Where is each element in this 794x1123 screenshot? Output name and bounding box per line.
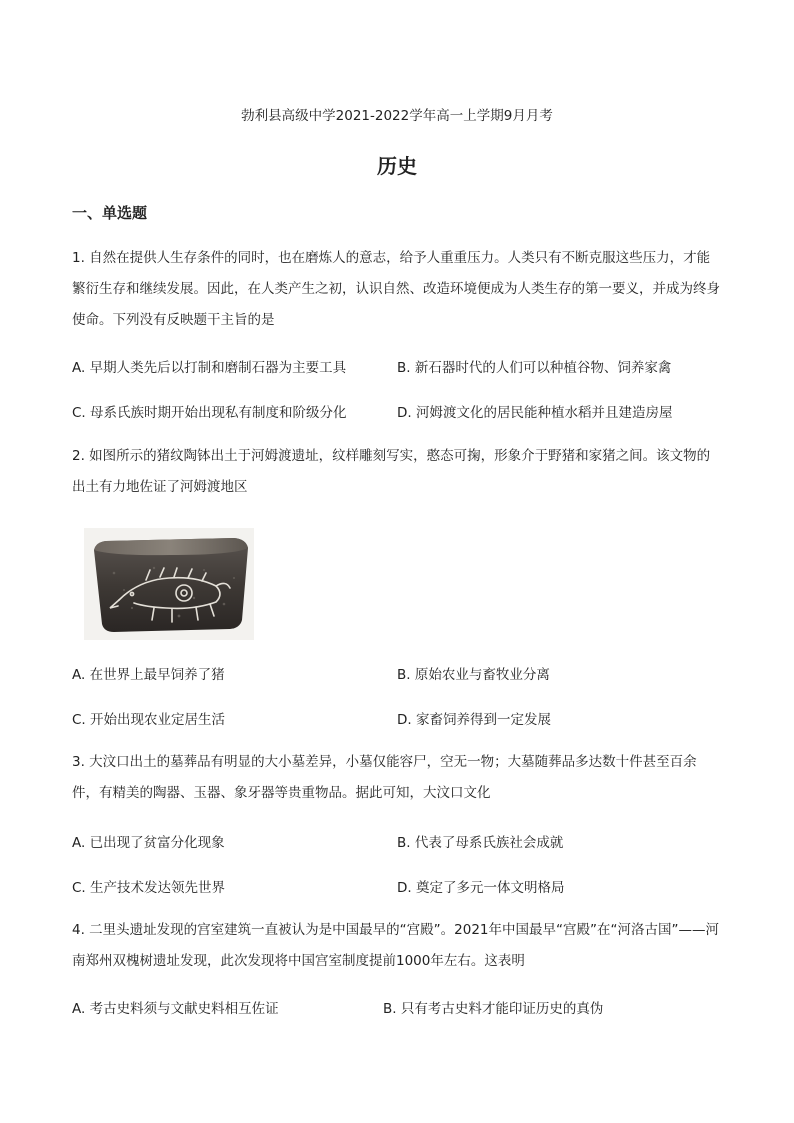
question-1-option-d[interactable]: D. 河姆渡文化的居民能种植水稻并且建造房屋 xyxy=(397,405,673,421)
question-3-option-d[interactable]: D. 奠定了多元一体文明格局 xyxy=(397,880,565,896)
question-2-option-b[interactable]: B. 原始农业与畜牧业分离 xyxy=(397,667,550,683)
question-4-option-a[interactable]: A. 考古史料须与文献史料相互佐证 xyxy=(72,1001,279,1017)
pig-pottery-bowl-illustration xyxy=(84,528,254,640)
question-4-option-b[interactable]: B. 只有考古史料才能印证历史的真伪 xyxy=(383,1001,604,1017)
question-1-option-c[interactable]: C. 母系氏族时期开始出现私有制度和阶级分化 xyxy=(72,405,347,421)
section-title: 一、单选题 xyxy=(72,204,148,222)
question-3-stem: 3. 大汶口出土的墓葬品有明显的大小墓差异，小墓仅能容尸，空无一物；大墓随葬品多达数十件甚至百余件，有精美的陶器、玉器、象牙器等贵重物品。据此可知，大汶口文化 xyxy=(72,754,697,801)
question-4-stem: 4. 二里头遗址发现的宫室建筑一直被认为是中国最早的“宫殿”。2021年中国最早“宫殿”在“河洛古国”——河南郑州双槐树遗址发现，此次发现将中国宫室制度提前1000年左右。这表明 xyxy=(72,922,719,969)
question-3-option-c[interactable]: C. 生产技术发达领先世界 xyxy=(72,880,226,896)
exam-title: 勃利县高级中学2021-2022学年高一上学期9月月考 xyxy=(241,108,553,124)
question-3-option-a[interactable]: A. 已出现了贫富分化现象 xyxy=(72,835,225,851)
subject-title: 历史 xyxy=(377,154,417,178)
question-1-option-a[interactable]: A. 早期人类先后以打制和磨制石器为主要工具 xyxy=(72,360,347,376)
question-2-option-a[interactable]: A. 在世界上最早饲养了猪 xyxy=(72,667,225,683)
question-3-option-b[interactable]: B. 代表了母系氏族社会成就 xyxy=(397,835,564,851)
question-2-stem: 2. 如图所示的猪纹陶钵出土于河姆渡遗址，纹样雕刻写实，憨态可掬，形象介于野猪和家猪之间。该文物的出土有力地佐证了河姆渡地区 xyxy=(72,448,711,495)
pig-pottery-bowl-image xyxy=(84,528,254,640)
question-2-option-d[interactable]: D. 家畜饲养得到一定发展 xyxy=(397,712,551,728)
question-1-option-b[interactable]: B. 新石器时代的人们可以种植谷物、饲养家禽 xyxy=(397,360,672,376)
question-2-option-c[interactable]: C. 开始出现农业定居生活 xyxy=(72,712,226,728)
question-1-stem: 1. 自然在提供人生存条件的同时，也在磨炼人的意志，给予人重重压力。人类只有不断克服这些压力，才能繁衍生存和继续发展。因此，在人类产生之初，认识自然、改造环境便成为人类生存的第一要义，并成为终身使命。下列没有反映题干主旨的是 xyxy=(72,250,720,328)
